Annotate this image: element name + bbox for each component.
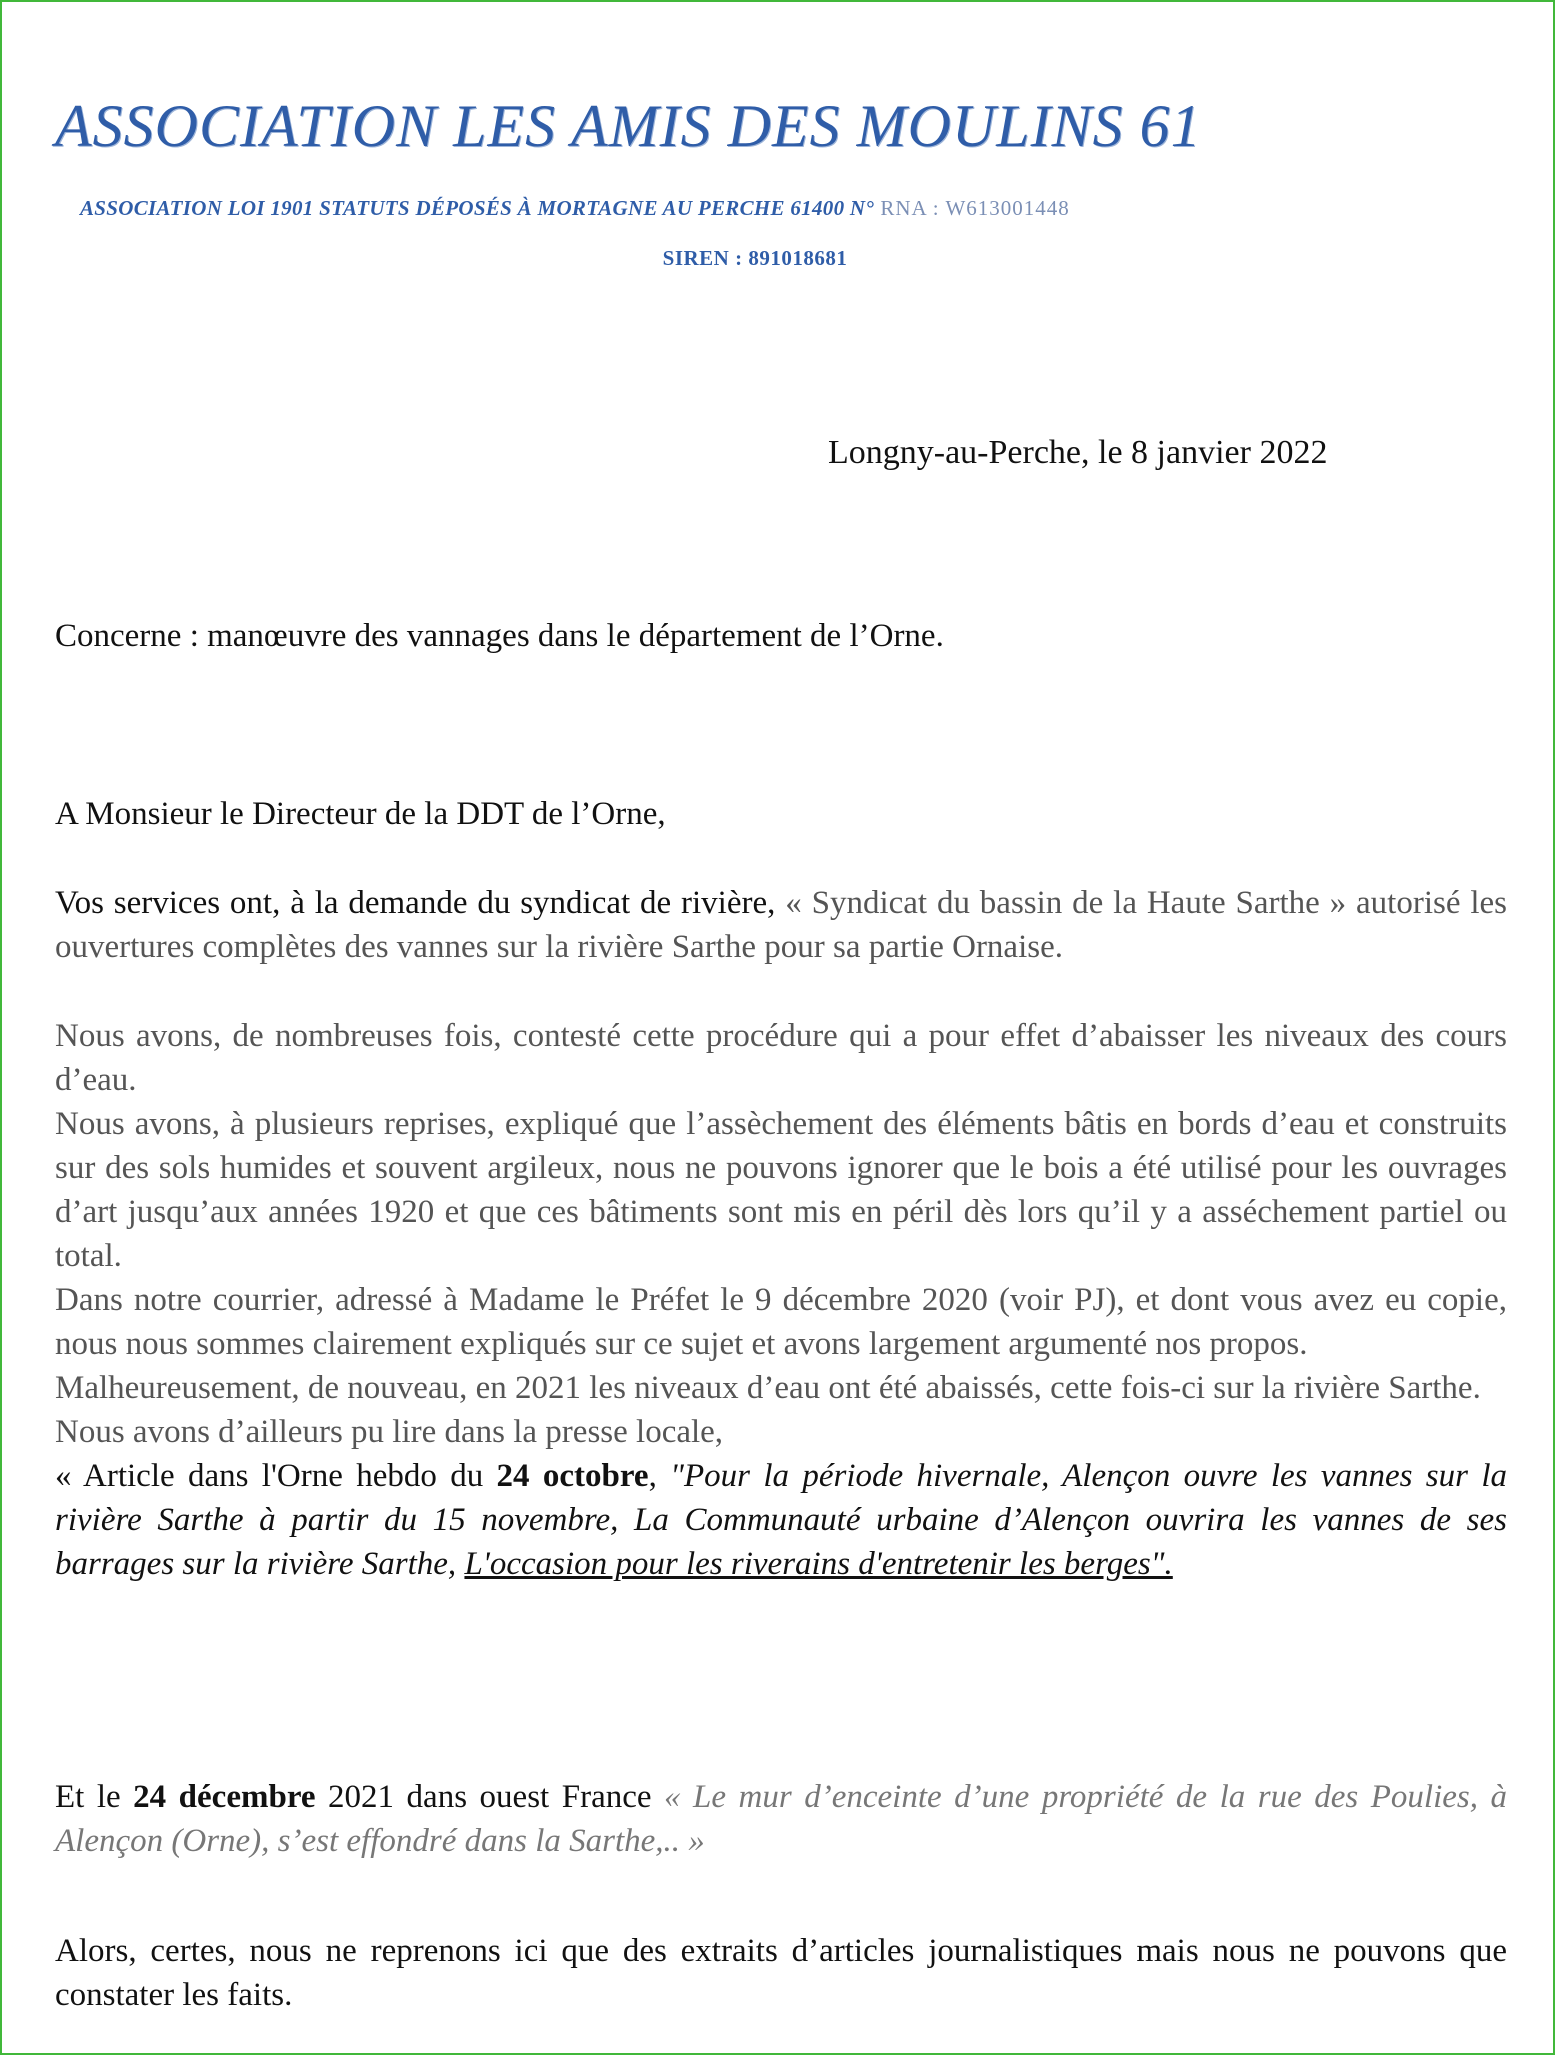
article-quote-underlined: L'occasion pour les riverains d'entretenir les berges". [464, 1546, 1173, 1582]
ouest-france-date: 24 décembre [133, 1779, 316, 1815]
paragraph-authorization-rest: « Syndicat du bassin de la Haute Sarthe » autorisé les ouvertures complètes des vannes sur la rivière Sarthe pour sa partie Ornaise. [55, 885, 1507, 965]
article-quote: "Pour la période hivernale, Alençon ouvre les vannes sur la rivière Sarthe à partir du 15 novembre, La Communauté urbaine d’Alençon ouvrira les vannes de ses barrages sur la rivière Sarthe, [55, 1458, 1507, 1582]
place-and-date: Longny-au-Perche, le 8 janvier 2022 [828, 434, 1328, 471]
paragraph-local-press: Nous avons d’ailleurs pu lire dans la presse locale, [55, 1414, 724, 1450]
article-date: 24 octobre [496, 1458, 649, 1494]
association-title: ASSOCIATION LES AMIS DES MOULINS 61 [55, 93, 1202, 159]
association-legal-line [80, 196, 1070, 221]
ouest-france-quote: « Le mur d’enceinte d’une propriété de la rue des Poulies, à Alençon (Orne), s’est effondré dans la Sarthe,.. » [55, 1779, 1508, 1859]
paragraph-previous-letter: Dans notre courrier, adressé à Madame le Préfet le 9 décembre 2020 (voir PJ), et dont vous avez eu copie, nous nous sommes clairement expliqués sur ce sujet et avons largement argumenté nos propos. [55, 1282, 1507, 1362]
conclusion-text: Alors, certes, nous ne reprenons ici que des extraits d’articles journalistiques mais nous ne pouvons que constater les faits. [55, 1933, 1507, 2013]
paragraph-contested: Nous avons, de nombreuses fois, contesté cette procédure qui a pour effet d’abaisser les niveaux des cours d’eau. [55, 1018, 1507, 1098]
siren-number: SIREN : 891018681 [662, 246, 848, 270]
article-separator: , [648, 1458, 671, 1494]
article-intro: « Article dans l'Orne hebdo du [55, 1458, 497, 1494]
paragraph-authorization-lead: Vos services ont, à la demande du syndicat de rivière, [55, 885, 786, 921]
ouest-france-intro: Et le [55, 1779, 134, 1815]
paragraph-conclusion [55, 1929, 1507, 2017]
paragraph-2021-lowering: Malheureusement, de nouveau, en 2021 les niveaux d’eau ont été abaissés, cette fois-ci sur la rivière Sarthe. [55, 1370, 1481, 1406]
legal-status: ASSOCIATION LOI 1901 STATUTS DÉPOSÉS À MORTAGNE AU PERCHE 61400 N° [80, 196, 875, 220]
ouest-france-source: 2021 dans ouest France [315, 1779, 665, 1815]
subject-line: Concerne : manœuvre des vannages dans le département de l’Orne. [55, 618, 944, 654]
rna-number: RNA : W613001448 [874, 196, 1070, 220]
paragraph-ouest-france [55, 1775, 1507, 1863]
paragraph-authorization [55, 881, 1507, 969]
salutation: A Monsieur le Directeur de la DDT de l’Orne, [55, 796, 666, 832]
paragraph-orne-hebdo [55, 1454, 1507, 1586]
paragraph-explanation: Nous avons, à plusieurs reprises, expliqué que l’assèchement des éléments bâtis en bords d’eau et construits sur des sols humides et souvent argileux, nous ne pouvons ignorer que le bois a été utilisé pour les ouvrages d’art jusqu’aux années 1920 et que ces bâtiments sont mis en péril dès lors qu’il y a asséchement partiel ou total. [55, 1106, 1507, 1274]
letter-body [55, 1014, 1507, 1586]
